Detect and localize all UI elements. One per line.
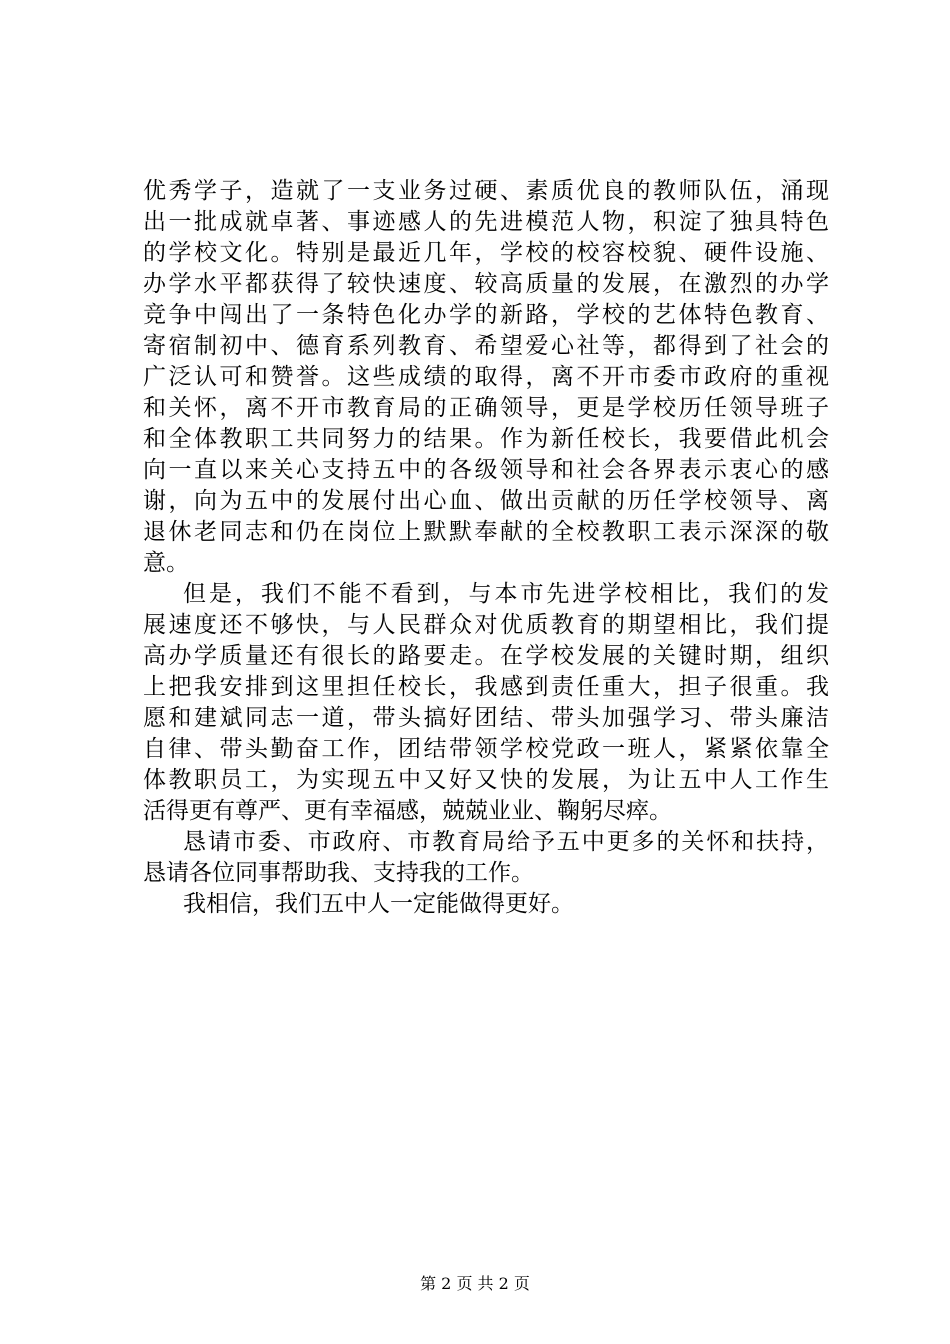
text-line: 高办学质量还有很长的路要走。在学校发展的关键时期，组织 [143, 643, 829, 669]
text-line: 广泛认可和赞誉。这些成绩的取得，离不开市委市政府的重视 [143, 364, 829, 390]
text-line: 出一批成就卓著、事迹感人的先进模范人物，积淀了独具特色 [143, 209, 829, 235]
text-line: 意。 [143, 550, 189, 576]
text-line: 的学校文化。特别是最近几年，学校的校容校貌、硬件设施、 [143, 240, 829, 266]
paragraph-3 [143, 827, 829, 889]
text-line: 办学水平都获得了较快速度、较高质量的发展，在激烈的办学 [143, 271, 829, 297]
page-number-label: 第 2 页 共 2 页 [420, 1274, 530, 1293]
text-line: 恳请各位同事帮助我、支持我的工作。 [143, 860, 534, 886]
text-line: 退休老同志和仍在岗位上默默奉献的全校教职工表示深深的敬 [143, 519, 829, 545]
text-line: 恳请市委、市政府、市教育局给予五中更多的关怀和扶持， [183, 829, 829, 855]
paragraph-4 [143, 889, 829, 920]
document-body [143, 176, 829, 920]
paragraph-1 [143, 176, 829, 579]
page-footer [0, 1274, 950, 1294]
text-line: 自律、带头勤奋工作，团结带领学校党政一班人，紧紧依靠全 [143, 736, 829, 762]
text-line: 寄宿制初中、德育系列教育、希望爱心社等，都得到了社会的 [143, 333, 829, 359]
text-line: 竞争中闯出了一条特色化办学的新路，学校的艺体特色教育、 [143, 302, 829, 328]
text-line: 展速度还不够快，与人民群众对优质教育的期望相比，我们提 [143, 612, 829, 638]
text-line: 谢，向为五中的发展付出心血、做出贡献的历任学校领导、离 [143, 488, 829, 514]
text-line: 向一直以来关心支持五中的各级领导和社会各界表示衷心的感 [143, 457, 829, 483]
text-line: 上把我安排到这里担任校长，我感到责任重大，担子很重。我 [143, 674, 829, 700]
text-line: 优秀学子，造就了一支业务过硬、素质优良的教师队伍，涌现 [143, 178, 829, 204]
text-line: 和全体教职工共同努力的结果。作为新任校长，我要借此机会 [143, 426, 829, 452]
text-line: 和关怀，离不开市教育局的正确领导，更是学校历任领导班子 [143, 395, 829, 421]
text-line: 活得更有尊严、更有幸福感，兢兢业业、鞠躬尽瘁。 [143, 798, 672, 824]
text-line: 体教职员工，为实现五中又好又快的发展，为让五中人工作生 [143, 767, 829, 793]
text-line: 但是，我们不能不看到，与本市先进学校相比，我们的发 [183, 581, 829, 607]
text-line: 愿和建斌同志一道，带头搞好团结、带头加强学习、带头廉洁 [143, 705, 829, 731]
text-line: 我相信，我们五中人一定能做得更好。 [183, 891, 574, 917]
paragraph-2 [143, 579, 829, 827]
